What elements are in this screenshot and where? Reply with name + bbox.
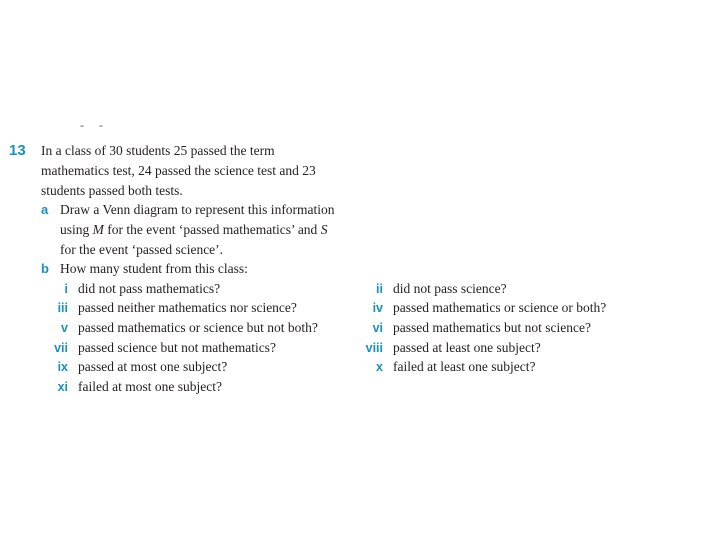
item-v-label: v — [61, 321, 68, 335]
variable-s: S — [320, 222, 328, 237]
item-iii-label: iii — [57, 301, 68, 315]
stray-marks: - - — [80, 118, 109, 132]
part-a-line-1: Draw a Venn diagram to represent this information — [60, 202, 335, 217]
question-stem-line-1: In a class of 30 students 25 passed the term — [41, 143, 275, 158]
part-a-line-3: for the event ‘passed science’. — [60, 242, 224, 257]
item-viii-label: viii — [365, 341, 383, 355]
item-i-text: did not pass mathematics? — [78, 281, 221, 296]
item-iii-text: passed neither mathematics nor science? — [78, 300, 297, 315]
question-number: 13 — [9, 142, 26, 159]
item-x-label: x — [376, 360, 383, 374]
item-viii-text: passed at least one subject? — [393, 340, 541, 355]
item-v-text: passed mathematics or science but not both? — [78, 320, 318, 335]
item-vi-text: passed mathematics but not science? — [393, 320, 591, 335]
item-vii-label: vii — [54, 341, 68, 355]
item-ix-label: ix — [57, 360, 68, 374]
variable-m: M — [92, 222, 104, 237]
item-vii-text: passed science but not mathematics? — [78, 340, 276, 355]
part-a-line-2-mid: for the event ‘passed mathematics’ and — [103, 222, 321, 237]
item-iv-label: iv — [372, 301, 383, 315]
question-stem-line-3: students passed both tests. — [41, 183, 183, 198]
item-xi-label: xi — [57, 380, 68, 394]
part-b-prompt: How many student from this class: — [60, 261, 248, 276]
item-vi-label: vi — [372, 321, 383, 335]
item-iv-text: passed mathematics or science or both? — [393, 300, 607, 315]
part-a-line-2-pre: using — [60, 222, 93, 237]
item-x-text: failed at least one subject? — [393, 359, 536, 374]
part-a-line-2 — [60, 220, 327, 240]
part-b-label: b — [41, 261, 49, 276]
part-a-label: a — [41, 202, 49, 217]
item-xi-text: failed at most one subject? — [78, 379, 222, 394]
item-ix-text: passed at most one subject? — [78, 359, 228, 374]
item-ii-text: did not pass science? — [393, 281, 507, 296]
item-i-label: i — [64, 282, 68, 296]
question-stem-line-2: mathematics test, 24 passed the science test and 23 — [41, 163, 316, 178]
item-ii-label: ii — [376, 282, 383, 296]
